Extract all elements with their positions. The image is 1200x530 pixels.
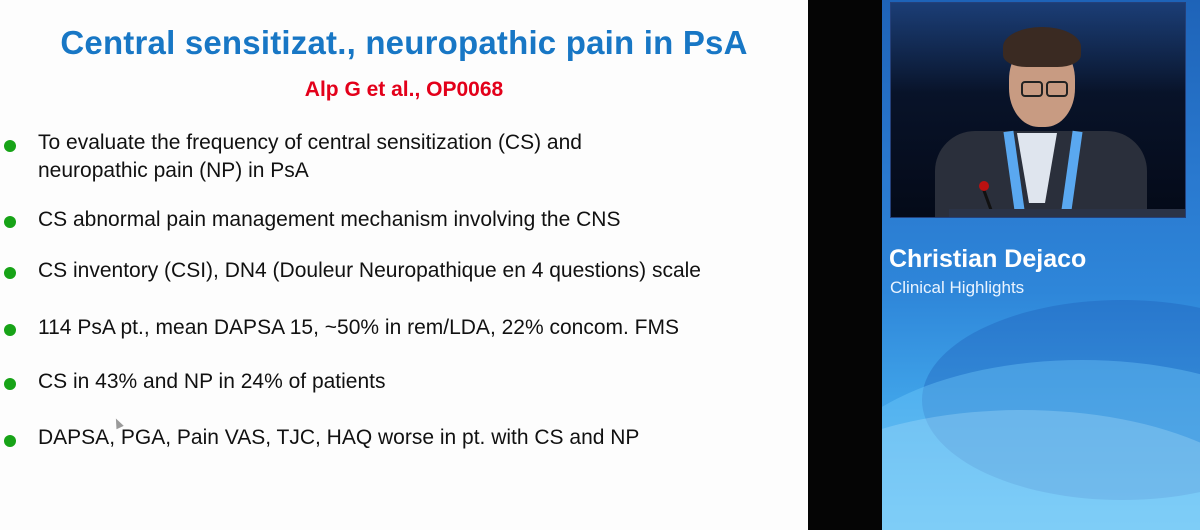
bullet-text: To evaluate the frequency of central sensitization (CS) and (38, 131, 582, 154)
podium (949, 209, 1185, 218)
speaker-role: Clinical Highlights (890, 278, 1025, 297)
bullet-dot-icon (4, 378, 16, 390)
bullet-text: DAPSA, PGA, Pain VAS, TJC, HAQ worse in pt. with CS and NP (38, 426, 640, 449)
bullet-text: CS in 43% and NP in 24% of patients (38, 370, 386, 393)
glasses-icon (1046, 81, 1068, 97)
decorative-wave (882, 410, 1200, 530)
bullet-dot-icon (4, 435, 16, 447)
bullet-dot-icon (4, 140, 16, 152)
slide-subtitle: Alp G et al., OP0068 (304, 78, 504, 101)
glasses-icon (1021, 81, 1043, 97)
bullet-dot-icon (4, 324, 16, 336)
bullet-text: CS inventory (CSI), DN4 (Douleur Neuropathique en 4 questions) scale (38, 259, 701, 282)
bullet-text: 114 PsA pt., mean DAPSA 15, ~50% in rem/LDA, 22% concom. FMS (38, 316, 680, 339)
black-divider (808, 0, 882, 530)
microphone-tip (979, 181, 989, 191)
bullet-dot-icon (4, 216, 16, 228)
slide-title: Central sensitizat., neuropathic pain in PsA (60, 24, 748, 61)
bullet-dot-icon (4, 267, 16, 279)
speaker-hair (1003, 27, 1081, 67)
bullet-text: neuropathic pain (NP) in PsA (38, 159, 309, 182)
speaker-video (890, 2, 1186, 218)
bullet-text: CS abnormal pain management mechanism involving the CNS (38, 208, 621, 231)
speaker-name: Christian Dejaco (889, 245, 1087, 273)
